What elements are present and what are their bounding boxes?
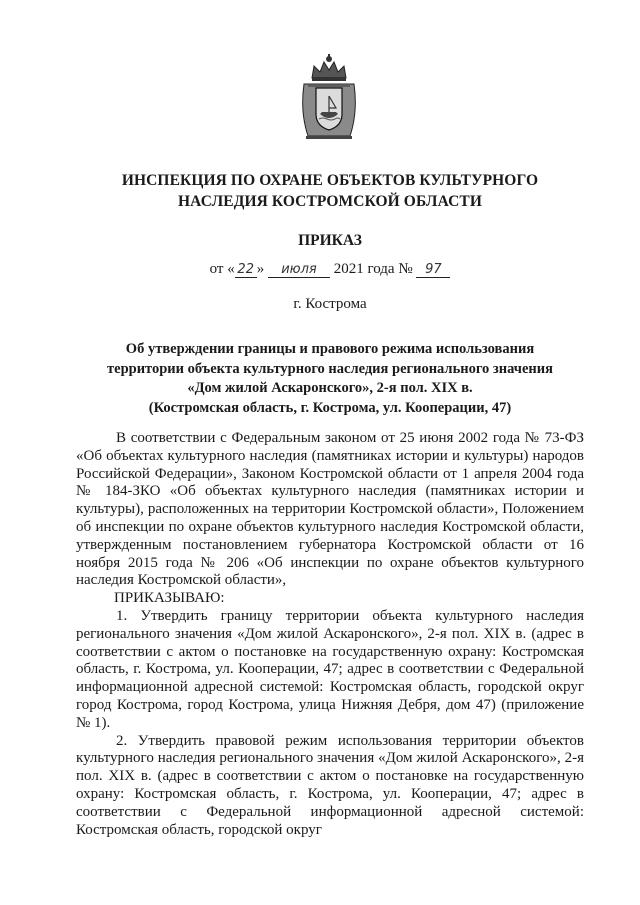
- item-1-paragraph: 1. Утвердить границу территории объекта культурного наследия регионального значения «Дом жилой Аскаронского», 2-я пол. XIX в. (адрес в соответствии с актом о постановке на государственную охрану: Костромская область, г. Кострома, ул. Кооперации, 47; адрес в соответствии с Федеральной информационной адресной системой: Костромская область, городской округ город Кострома, город Кострома, улица Нижняя Дебря, дом 47) (приложение № 1).: [76, 607, 584, 731]
- subject-line-3: «Дом жилой Аскаронского», 2-я пол. XIX в.: [187, 380, 473, 396]
- preamble-paragraph: В соответствии с Федеральным законом от 25 июня 2002 года № 73-ФЗ «Об объектах культурного наследия (памятниках истории и культуры) народов Российской Федерации», Законом Костромской области от 1 апреля 2004 года № 184-ЗКО «Об объектах культурного наследия (памятниках истории и культуры), расположенных на территории Костромской области», Положением об инспекции по охране объектов культурного наследия Костромской области, утвержденным постановлением губернатора Костромской области от 16 ноября 2015 года № 206 «Об инспекции по охране объектов культурного наследия Костромской области»,: [76, 430, 584, 589]
- order-city: г. Кострома: [293, 296, 367, 312]
- order-body: [76, 430, 584, 839]
- subject-line-2: территории объекта культурного наследия регионального значения: [107, 360, 553, 377]
- organization-name: [60, 170, 600, 212]
- command-word: ПРИКАЗЫВАЮ:: [114, 590, 225, 607]
- coat-of-arms-emblem: [298, 52, 360, 144]
- order-day: 22: [235, 262, 257, 278]
- org-line-1: ИНСПЕКЦИЯ ПО ОХРАНЕ ОБЪЕКТОВ КУЛЬТУРНОГО: [121, 172, 539, 189]
- date-separator: »: [256, 261, 265, 277]
- order-date-line: [60, 261, 600, 278]
- subject-line-1: Об утверждении границы и правового режима использования: [125, 341, 535, 357]
- order-month: июля: [268, 262, 330, 278]
- item-2-paragraph: 2. Утвердить правовой режим использования территории объектов культурного наследия регионального значения «Дом жилой Аскаронского», 2-я пол. XIX в. (адрес в соответствии с актом о постановке на государственную охрану: Костромская область, г. Кострома, ул. Кооперации, 47; адрес в соответствии с Федеральной информационной адресной системой: Костромская область, городской округ: [76, 732, 584, 838]
- org-line-2: НАСЛЕДИЯ КОСТРОМСКОЙ ОБЛАСТИ: [178, 193, 482, 210]
- order-year: 2021 года №: [333, 261, 413, 277]
- order-subject: [80, 340, 580, 418]
- subject-line-4: (Костромская область, г. Кострома, ул. Кооперации, 47): [148, 399, 512, 416]
- date-prefix: от «: [209, 261, 235, 277]
- order-number: 97: [416, 262, 450, 278]
- document-title: ПРИКАЗ: [298, 232, 362, 249]
